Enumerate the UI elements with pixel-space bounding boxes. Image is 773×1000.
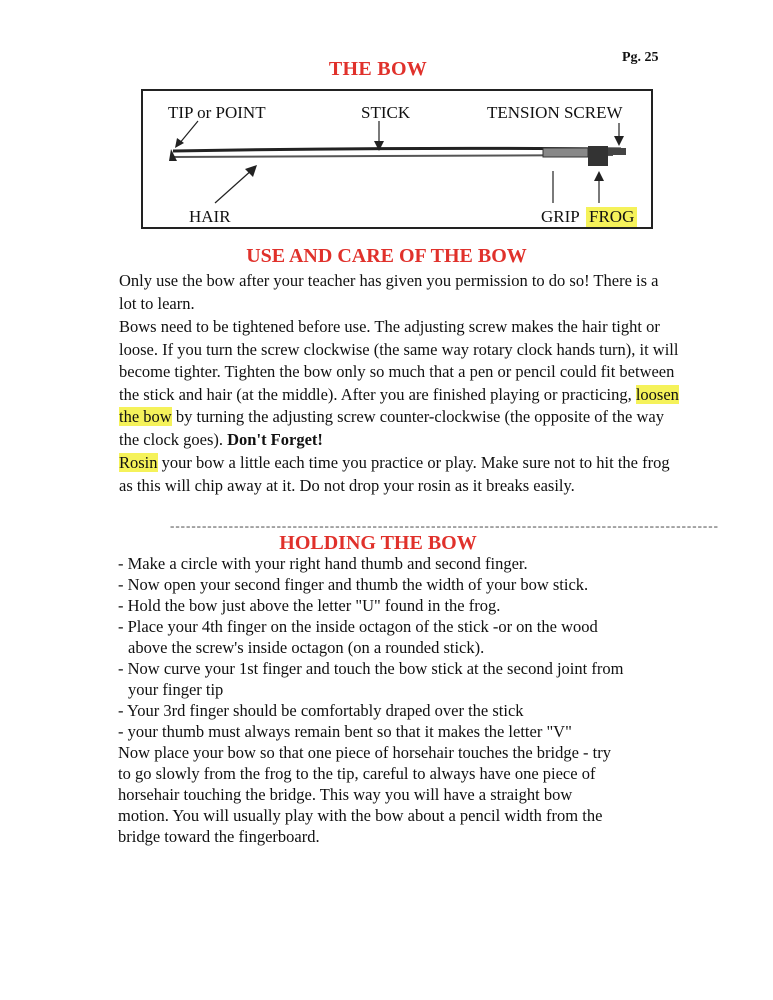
- tension-screw-label: TENSION SCREW: [487, 103, 623, 122]
- instruction-line: - Make a circle with your right hand thumb and second finger.: [118, 554, 528, 573]
- instruction-line: above the screw's inside octagon (on a rounded stick).: [128, 638, 485, 657]
- holding-heading: HOLDING THE BOW: [279, 532, 477, 554]
- care-p3-text: your bow a little each time you practice or play. Make sure not to hit the frog as this will chip away at it. Do not drop your rosin as it breaks easily.: [119, 453, 670, 495]
- instruction-line: - Your 3rd finger should be comfortably draped over the stick: [118, 701, 524, 720]
- instruction-line: bridge toward the fingerboard.: [118, 827, 320, 846]
- care-p2-text-a: Bows need to be tightened before use. The adjusting screw makes the hair tight or loose. If you turn the screw clockwise (the same way rotary clock hands turn), it will become tighter. Tighten the bow only so much that a pen or pencil could fit between the stick and hair (at the middle). After you are finished playing or practicing,: [119, 317, 679, 404]
- tip-label: TIP or POINT: [168, 103, 266, 122]
- instruction-line: - Now open your second finger and thumb the width of your bow stick.: [118, 575, 589, 594]
- page-title: THE BOW: [328, 58, 428, 80]
- instruction-line: motion. You will usually play with the bow about a pencil width from the: [118, 806, 603, 825]
- care-p2-text-b: by turning the adjusting screw counter-clockwise (the opposite of the way the clock goes).: [119, 407, 664, 449]
- stick-label: STICK: [361, 103, 411, 122]
- bow-diagram: [141, 89, 653, 229]
- holding-instructions: [118, 553, 688, 847]
- grip-label: GRIP: [541, 207, 580, 226]
- instruction-line: - Place your 4th finger on the inside octagon of the stick -or on the wood: [118, 617, 598, 636]
- care-paragraph-1: Only use the bow after your teacher has given you permission to do so! There is a lot to learn.: [119, 271, 659, 313]
- instruction-line: Now place your bow so that one piece of horsehair touches the bridge - try: [118, 743, 612, 762]
- instruction-line: - Now curve your 1st finger and touch the bow stick at the second joint from: [118, 659, 624, 678]
- care-paragraph-3: [119, 452, 679, 497]
- hair-label: HAIR: [189, 207, 231, 226]
- care-heading: USE AND CARE OF THE BOW: [246, 245, 527, 267]
- instruction-line: to go slowly from the frog to the tip, careful to always have one piece of: [118, 764, 596, 783]
- loosen-highlight: loosen the bow: [119, 384, 679, 426]
- instruction-line: horsehair touching the bridge. This way you will have a straight bow: [118, 785, 573, 804]
- frog-label: FROG: [586, 207, 637, 227]
- instruction-line: - Hold the bow just above the letter "U" found in the frog.: [118, 596, 501, 615]
- care-paragraph-2: [119, 316, 679, 451]
- instruction-line: - your thumb must always remain bent so that it makes the letter "V": [118, 722, 572, 741]
- dont-forget-text: Don't Forget!: [227, 429, 323, 449]
- section-divider: -------------------------------------------------------------------------------------------------------: [170, 518, 719, 533]
- page-number: Pg. 25: [622, 50, 659, 65]
- instruction-line: your finger tip: [128, 680, 224, 699]
- rosin-highlight: Rosin: [119, 453, 158, 472]
